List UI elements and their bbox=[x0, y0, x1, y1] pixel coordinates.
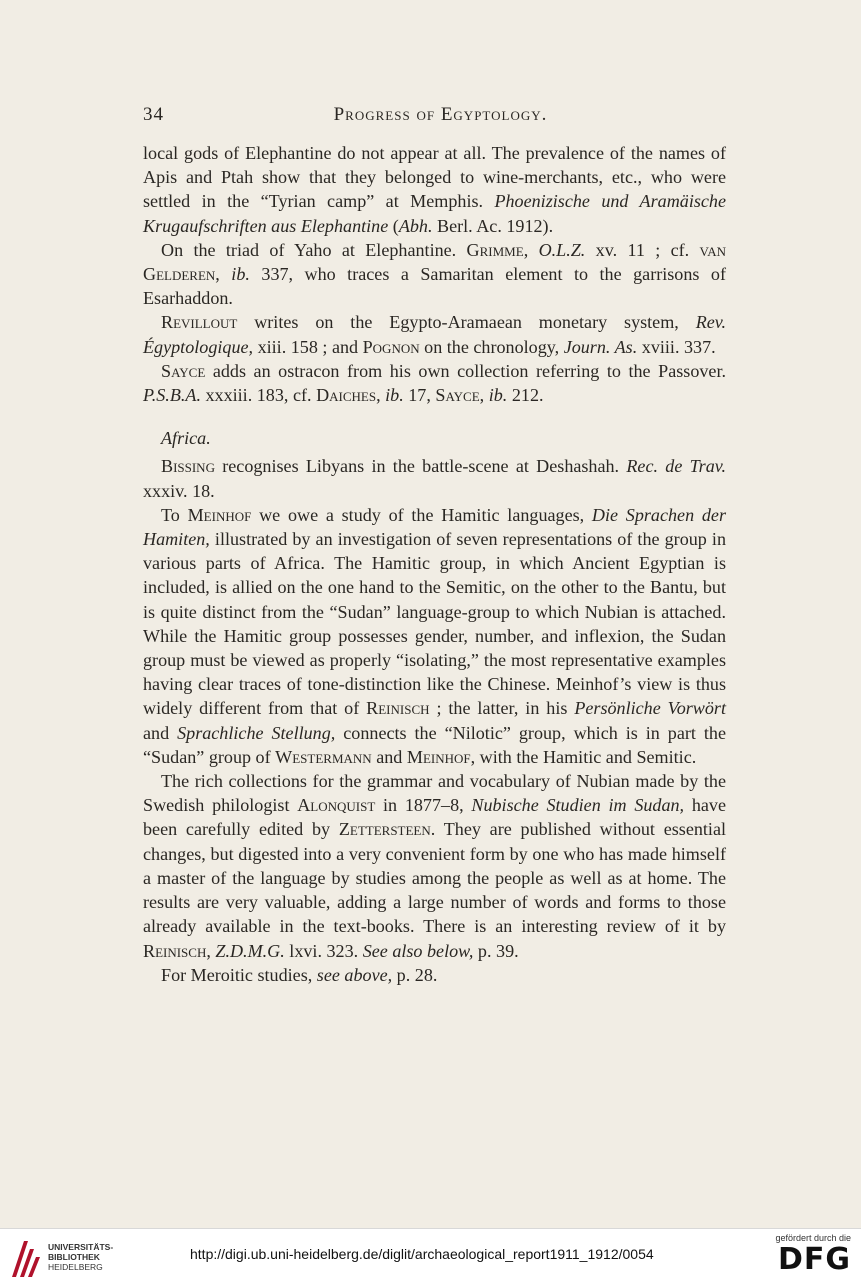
italic-text: ib. bbox=[231, 264, 250, 285]
italic-text: P.S.B.A. bbox=[143, 385, 201, 406]
page-number: 34 bbox=[143, 104, 164, 125]
running-header bbox=[143, 100, 726, 130]
paragraph bbox=[143, 963, 726, 987]
funder-text: gefördert durch die bbox=[775, 1233, 851, 1243]
library-logo[interactable] bbox=[8, 1237, 128, 1281]
italic-text: see above, bbox=[316, 964, 393, 985]
viewer-footer bbox=[0, 1228, 861, 1287]
paragraph bbox=[143, 454, 726, 502]
dfg-logo-text: DFG bbox=[777, 1242, 851, 1277]
small-caps-name: Pognon bbox=[362, 336, 420, 357]
text-run: , bbox=[376, 385, 386, 406]
small-caps-name: Sayce bbox=[161, 360, 206, 381]
italic-text: Die Sprachen der Hamiten, bbox=[143, 504, 727, 550]
italic-text: Rev. Égyptologique, bbox=[143, 312, 726, 357]
text-run: illustrated by an investigation of seven representations of the group in various parts of Africa. The Hamitic group, in which Ancient Egyptian is included, is allied on the one hand to the Semitic, on the other to the Bantu, but is quite distinct from the “Sudan” language-group to which Nubian is attached. While the Hamitic group possesses gender, number, and inflexion, the Sudan group must be viewed as properly “isolating,” the most representative examples having clear traces of tone-distinction like the Chinese. Meinhof’s view is thus widely different from that of bbox=[143, 529, 726, 719]
text-run: adds an ostracon from his own collection referring to the Passover. bbox=[205, 360, 726, 381]
small-caps-name: Meinhof bbox=[406, 746, 471, 767]
text-run: and bbox=[371, 746, 407, 767]
small-caps-name: Zettersteen bbox=[338, 819, 431, 840]
text-run: p. 39. bbox=[473, 940, 519, 961]
text-run: xiii. 158 ; and bbox=[253, 336, 363, 357]
text-run: recognises Libyans in the battle-scene at Deshashah. bbox=[214, 456, 627, 477]
text-run: and bbox=[143, 722, 178, 743]
small-caps-name: Alonquist bbox=[297, 795, 376, 816]
text-run: on the chronology, bbox=[419, 336, 564, 357]
text-run: connects the “Nilotic” group, which is in part the “Sudan” group of bbox=[143, 722, 727, 767]
text-run: The rich collections for the grammar and vocabulary of Nubian made by the Swedish philologist bbox=[143, 771, 726, 816]
small-caps-name: Revillout bbox=[161, 312, 238, 333]
paragraph bbox=[143, 141, 726, 238]
library-name-line: HEIDELBERG bbox=[48, 1262, 103, 1272]
text-run: To bbox=[161, 504, 188, 525]
italic-text: See also below, bbox=[362, 940, 474, 961]
text-run: , bbox=[523, 239, 539, 260]
text-run: we owe a study of the Hamitic languages, bbox=[251, 504, 592, 525]
small-caps-name: van Gelderen bbox=[143, 239, 727, 285]
italic-text: O.L.Z. bbox=[538, 239, 586, 260]
small-caps-name: Westermann bbox=[275, 746, 372, 767]
ub-heidelberg-logo-icon bbox=[8, 1237, 42, 1279]
text-run: lxvi. 323. bbox=[284, 940, 363, 961]
text-run: For Meroitic studies, bbox=[161, 964, 317, 985]
body-text bbox=[143, 141, 726, 987]
italic-text: Sprachliche Stellung, bbox=[177, 722, 336, 743]
italic-text: ib. bbox=[385, 385, 404, 406]
text-run: 337, who traces a Samaritan element to the garrisons of Esarhaddon. bbox=[143, 264, 727, 309]
text-run: ( bbox=[388, 215, 399, 236]
library-name-line: BIBLIOTHEK bbox=[48, 1252, 100, 1262]
paragraph bbox=[143, 769, 726, 963]
text-run: , bbox=[479, 385, 489, 406]
dfg-logo[interactable] bbox=[755, 1233, 851, 1283]
text-run: . They are published without essential changes, but digested into a very convenient form by one who has made himself a master of the language by studies among the people as well as at home. The results are very valuable, adding a large number of words and forms to those already available in the text-books. There is an interesting review of it by bbox=[143, 819, 727, 937]
italic-text: Journ. As. bbox=[563, 336, 638, 357]
italic-text: Z.D.M.G. bbox=[215, 940, 285, 961]
text-run: , with the Hamitic and Semitic. bbox=[470, 746, 697, 767]
text-run: xxxiv. 18. bbox=[143, 480, 215, 501]
text-run: , bbox=[206, 940, 216, 961]
italic-text: Nubische Studien im Sudan, bbox=[471, 795, 685, 816]
section-heading: Africa. bbox=[161, 428, 211, 449]
text-run: 17, bbox=[403, 385, 436, 406]
text-run: xviii. 337. bbox=[637, 336, 716, 357]
text-run: ; the latter, in his bbox=[429, 698, 575, 719]
text-run: p. 28. bbox=[392, 964, 438, 985]
small-caps-name: Grimme bbox=[466, 239, 524, 260]
paragraph bbox=[143, 503, 726, 769]
italic-text: ib. bbox=[488, 385, 508, 406]
paragraph bbox=[143, 310, 726, 358]
italic-text: Abh. bbox=[398, 215, 433, 236]
library-name-line: UNIVERSITÄTS- bbox=[48, 1242, 114, 1252]
small-caps-name: Reinisch bbox=[143, 940, 207, 961]
small-caps-name: Meinhof bbox=[187, 504, 252, 525]
text-run: , bbox=[215, 264, 232, 285]
italic-text: Phoenizische und Aramäische Krugaufschriften aus Elephantine bbox=[143, 191, 726, 236]
text-run: 212. bbox=[507, 385, 544, 406]
small-caps-name: Bissing bbox=[161, 456, 215, 477]
italic-text: Rec. de Trav. bbox=[626, 456, 726, 477]
paragraph bbox=[143, 238, 726, 311]
small-caps-name: Sayce bbox=[435, 385, 480, 406]
text-run: xxxiii. 183, cf. bbox=[200, 385, 317, 406]
text-run: local gods of Elephantine do not appear at all. The prevalence of the names of Apis and Ptah show that they belonged to wine-merchants, etc., who were settled in the “Tyrian camp” at Memphis. bbox=[143, 143, 726, 212]
permalink-url[interactable]: http://digi.ub.uni-heidelberg.de/diglit/archaeological_report1911_1912/0054 bbox=[190, 1246, 654, 1262]
text-run: On the triad of Yaho at Elephantine. bbox=[161, 239, 467, 260]
running-title: Progress of Egyptology. bbox=[333, 104, 548, 125]
text-run: writes on the Egypto-Aramaean monetary system, bbox=[237, 312, 696, 333]
text-run: Berl. Ac. 1912). bbox=[432, 215, 554, 236]
paragraph bbox=[143, 359, 726, 407]
text-run: xv. 11 ; cf. bbox=[585, 239, 700, 260]
italic-text: Persönliche Vorwört bbox=[574, 698, 726, 719]
small-caps-name: Reinisch bbox=[366, 698, 430, 719]
text-run: have been carefully edited by bbox=[143, 795, 726, 840]
text-run: in 1877–8, bbox=[375, 795, 472, 816]
small-caps-name: Daiches bbox=[316, 385, 377, 406]
